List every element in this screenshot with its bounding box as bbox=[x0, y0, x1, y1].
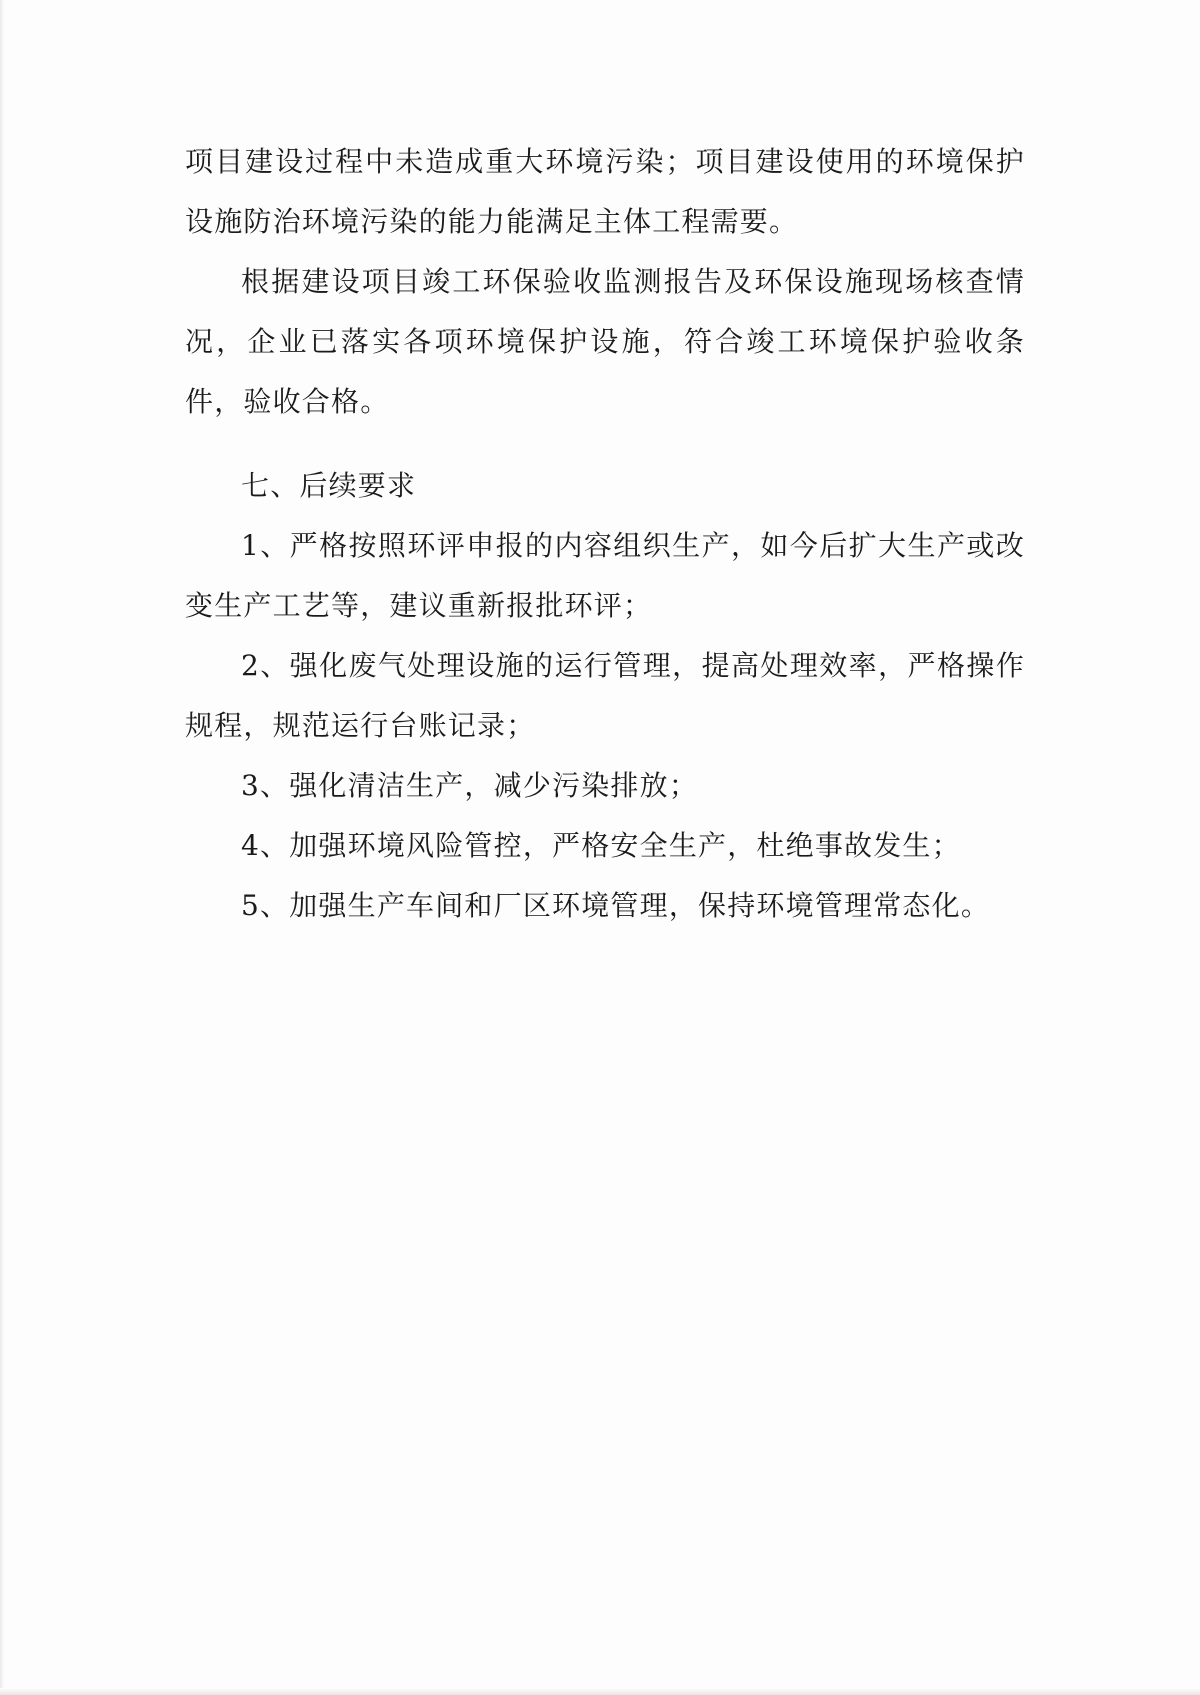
requirement-item-5: 5、加强生产车间和厂区环境管理，保持环境管理常态化。 bbox=[241, 889, 991, 922]
paragraph-continuation: 项目建设过程中未造成重大环境污染；项目建设使用的环境保护设施防治环境污染的能力能满足主体工程需要。 bbox=[185, 145, 1025, 238]
requirement-item-1: 1、严格按照环评申报的内容组织生产，如今后扩大生产或改变生产工艺等，建议重新报批环评； bbox=[185, 529, 1025, 622]
section-heading-follow-up: 七、后续要求 bbox=[241, 469, 417, 502]
requirement-item-3: 3、强化清洁生产，减少污染排放； bbox=[241, 769, 699, 802]
scan-left-edge bbox=[0, 0, 4, 1695]
requirement-item-4: 4、加强环境风险管控，严格安全生产，杜绝事故发生； bbox=[241, 829, 961, 862]
scan-bottom-edge bbox=[0, 1688, 1200, 1695]
paragraph-conclusion: 根据建设项目竣工环保验收监测报告及环保设施现场核查情况，企业已落实各项环境保护设施，符合竣工环境保护验收条件，验收合格。 bbox=[185, 265, 1025, 418]
document-body bbox=[185, 132, 1025, 936]
requirement-item-2: 2、强化废气处理设施的运行管理，提高处理效率，严格操作规程，规范运行台账记录； bbox=[185, 649, 1025, 742]
